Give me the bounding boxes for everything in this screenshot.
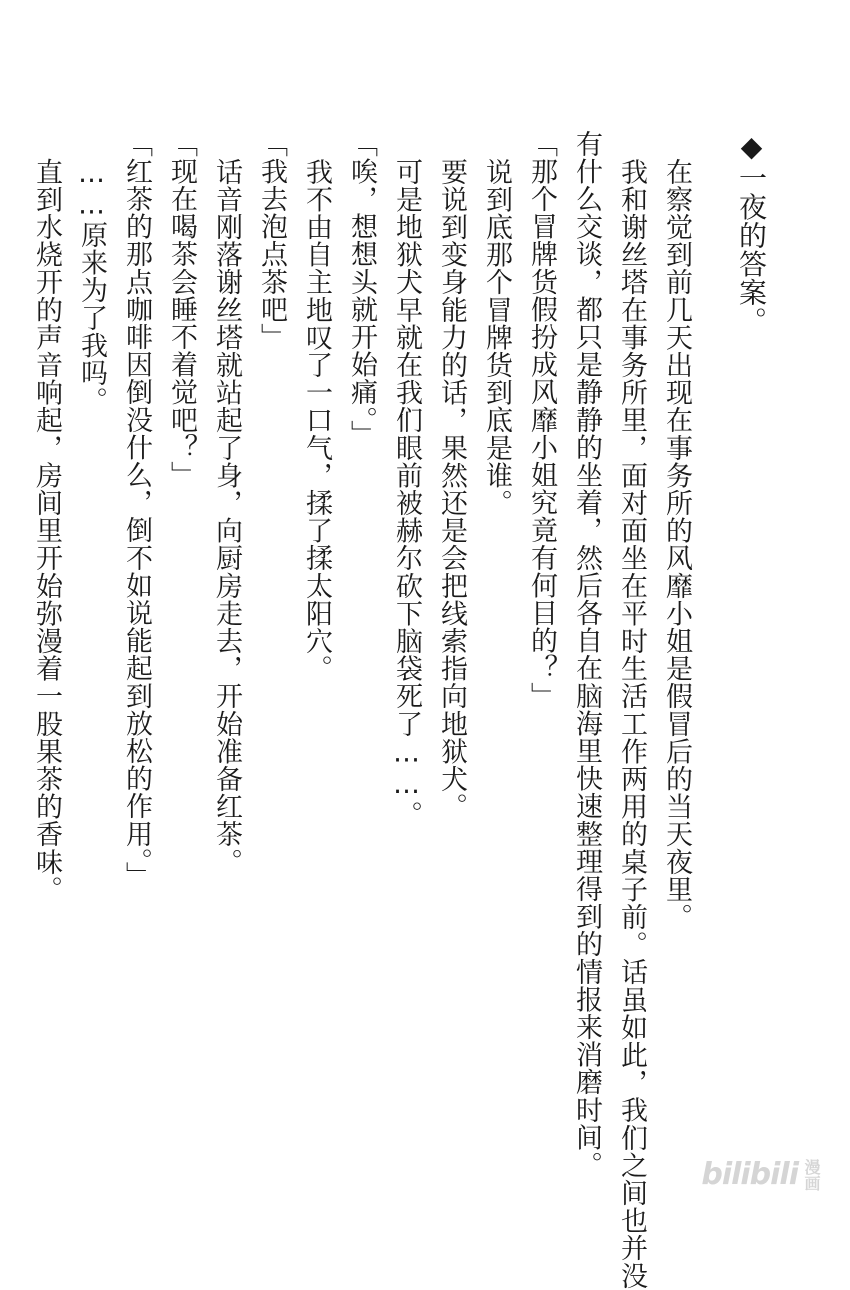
watermark-label: 漫画	[802, 1158, 821, 1191]
paragraph-line: 话音刚落谢丝塔就站起了身，向厨房走去，开始准备红茶。	[211, 158, 242, 876]
bilibili-logo: bilibili	[701, 1157, 798, 1192]
paragraph-line: 可是地狱犬早就在我们眼前被赫尔砍下脑袋死了……。	[391, 158, 422, 829]
chapter-heading: ◆一夜的答案。	[735, 130, 768, 336]
dialogue-line: 「那个冒牌货假扮成风靡小姐究竟有何目的？」	[526, 130, 557, 710]
paragraph-line: 有什么交谈，都只是静静的坐着，然后各自在脑海里快速整理得到的情报来消磨时间。	[571, 130, 602, 1179]
paragraph-line: 说到底那个冒牌货到底是谁。	[481, 158, 512, 517]
dialogue-line: 「唉，想想头就开始痛。」	[346, 130, 377, 448]
paragraph-line: 在察觉到前几天出现在事务所的风靡小姐是假冒后的当天夜里。	[661, 158, 692, 931]
paragraph-line: 我不由自主地叹了一口气，揉了揉太阳穴。	[301, 158, 332, 683]
dialogue-line: 「红茶的那点咖啡因倒没什么，倒不如说能起到放松的作用。」	[121, 130, 152, 890]
dialogue-line: 「我去泡点茶吧」	[256, 130, 287, 351]
paragraph-line: 我和谢丝塔在事务所里，面对面坐在平时生活工作两用的桌子前。话虽如此，我们之间也并没	[616, 158, 647, 1290]
dialogue-line: 「现在喝茶会睡不着觉吧？」	[166, 130, 197, 489]
bilibili-watermark	[701, 1157, 838, 1192]
paragraph-line: 直到水烧开的声音响起，房间里开始弥漫着一股果茶的香味。	[31, 158, 62, 904]
paragraph-line: ……原来为了我吗。	[76, 158, 107, 415]
paragraph-line: 要说到变身能力的话，果然还是会把线索指向地狱犬。	[436, 158, 467, 821]
